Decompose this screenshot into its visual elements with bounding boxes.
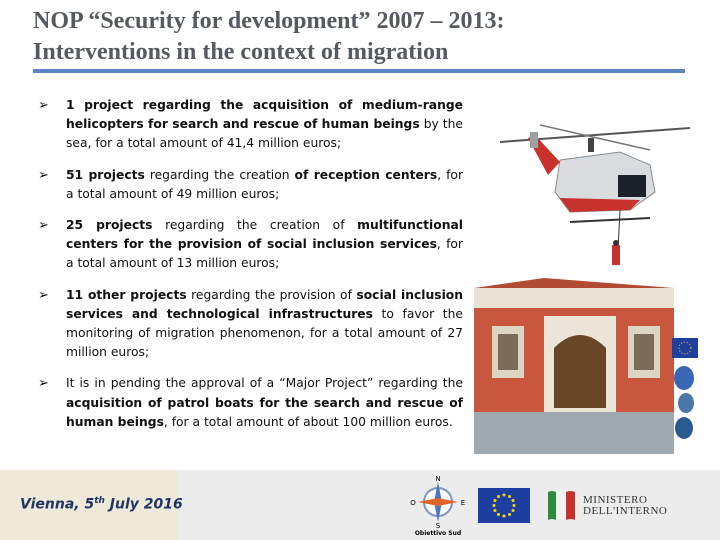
bullet-bold-text: 51 projects [66, 167, 145, 182]
arrow-bullet-icon: ➢ [38, 98, 49, 113]
helicopter-image [500, 120, 690, 270]
bullet-item [38, 374, 463, 432]
arrow-bullet-icon: ➢ [38, 287, 49, 303]
bullet-text: regarding the provision of [186, 287, 357, 302]
bullet-list [38, 96, 463, 444]
eu-flag-icon [478, 488, 530, 523]
compass-west-label: O [410, 499, 416, 507]
bullet-bold-text: 11 other projects [66, 287, 187, 302]
ministry-logo-text [583, 495, 667, 517]
arrow-bullet-icon: ➢ [38, 376, 49, 392]
bullet-text: , for a total amount of about 100 million euros. [163, 414, 453, 429]
ministry-line-1: MINISTERO [583, 494, 648, 506]
compass-south-label: S [435, 522, 441, 530]
venue-date-text: July 2016 [104, 496, 183, 513]
title-underline [33, 69, 685, 73]
title-line-2: Interventions in the context of migration [33, 39, 449, 65]
venue-superscript: th [94, 496, 105, 506]
bullet-text: , for a total amount of 49 million euros; [66, 167, 463, 201]
reception-center-photo [474, 278, 704, 454]
obiettivo-sud-logo [410, 474, 466, 536]
title-line-1: NOP “Security for development” 2007 – 2013: [33, 8, 505, 34]
bullet-item [38, 286, 463, 363]
bullet-bold-text: multifunctional centers for the provision of social inclusion services [66, 218, 463, 252]
ministry-line-2: DELL'INTERNO [583, 505, 668, 517]
bullet-text: , for a total amount of 13 million euros; [66, 237, 463, 271]
logo-caption: Obiettivo Sud [414, 530, 462, 536]
bullet-bold-text: of reception centers [294, 167, 438, 182]
bullet-text: to favor the monitoring of migration phenomenon, for a total amount of 27 million euros; [66, 306, 463, 360]
bullet-item [38, 216, 463, 274]
event-venue-date [20, 496, 183, 513]
bullet-bold-text: social inclusion services and technological infrastructures [66, 287, 463, 321]
bullet-item [38, 166, 463, 204]
arrow-bullet-icon: ➢ [38, 167, 49, 183]
bullet-bold-text: acquisition of patrol boats for the search and rescue of human beings [66, 395, 463, 429]
arrow-bullet-icon: ➢ [38, 218, 49, 234]
bullet-text: regarding the creation of [152, 218, 358, 233]
compass-north-label: N [435, 475, 441, 483]
bullet-bold-text: 25 projects [66, 218, 153, 233]
venue-text: Vienna, 5 [20, 496, 95, 513]
slide-title [33, 6, 693, 68]
bullet-item [38, 96, 463, 154]
bullet-text: by the sea, for a total amount of 41,4 million euros; [66, 117, 463, 151]
italian-flag-icon [546, 488, 576, 522]
bullet-text: It is in pending the approval of a “Major Project” regarding the [66, 376, 463, 391]
bullet-text: regarding the creation [144, 167, 295, 182]
compass-east-label: E [460, 499, 466, 507]
bullet-bold-text: 1 project regarding the acquisition of medium-range helicopters for search and rescue of human beings [66, 98, 463, 132]
